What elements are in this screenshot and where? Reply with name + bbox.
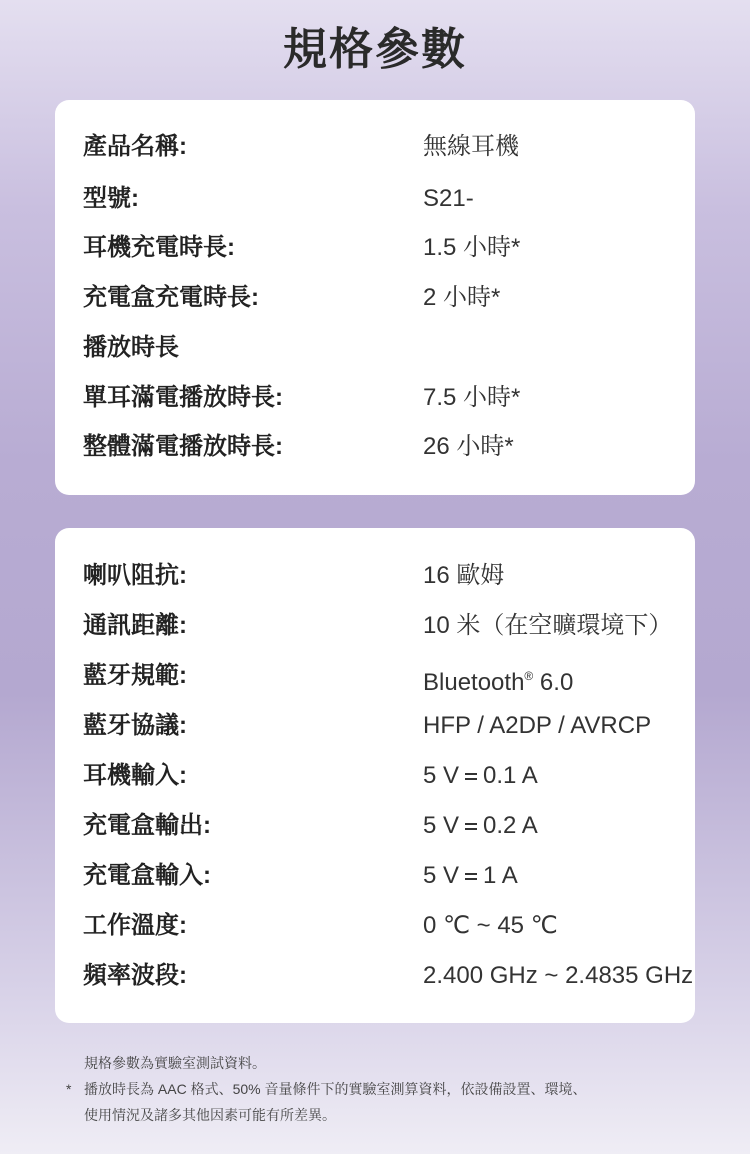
spec-row-range (83, 606, 683, 646)
spec-label: 耳機充電時長: (83, 234, 235, 261)
spec-label: 藍牙協議: (83, 712, 187, 739)
spec-value: 26 小時* (423, 433, 514, 460)
spec-row-single-playback (83, 378, 683, 418)
spec-value: 10 米（在空曠環境下） (423, 612, 673, 639)
voltage-text: 5 V (423, 762, 460, 789)
spec-value: 無線耳機 (423, 133, 519, 160)
bluetooth-version: 6.0 (533, 669, 574, 696)
spec-value: S21- (423, 185, 474, 212)
spec-value (423, 856, 518, 896)
spec-row-case-input (83, 856, 683, 896)
footnotes (60, 1050, 710, 1128)
spec-label: 充電盒充電時長: (83, 284, 259, 311)
spec-label: 產品名稱: (83, 133, 187, 160)
spec-label: 通訊距離: (83, 612, 187, 639)
spec-label: 充電盒輸入: (83, 862, 211, 889)
footnote-line-3: 使用情況及諸多其他因素可能有所差異。 (84, 1107, 336, 1123)
spec-value: 2 小時* (423, 284, 501, 311)
footnote-line-1: 規格參數為實驗室測試資料。 (84, 1055, 266, 1071)
dc-symbol-icon (465, 873, 477, 881)
bluetooth-text: Bluetooth (423, 669, 525, 696)
spec-label: 整體滿電播放時長: (83, 433, 283, 460)
footnote-asterisk: * (66, 1081, 72, 1097)
spec-row-total-playback (83, 427, 683, 467)
spec-row-earbud-charge-time (83, 228, 683, 268)
dc-symbol-icon (465, 823, 477, 831)
page-title: 規格參數 (283, 25, 467, 74)
spec-label: 充電盒輸出: (83, 812, 211, 839)
current-text: 0.2 A (483, 812, 538, 839)
spec-row-bluetooth-version (83, 656, 683, 696)
dc-symbol-icon (465, 773, 477, 781)
spec-label: 喇叭阻抗: (83, 562, 187, 589)
footnote-line-2 (60, 1076, 710, 1102)
spec-row-case-charge-time (83, 278, 683, 318)
spec-row-earbud-input (83, 756, 683, 796)
footnote-text: 播放時長為 AAC 格式、50% 音量條件下的實驗室測算資料，依設備設置、環境、 (84, 1081, 587, 1097)
spec-value: 7.5 小時* (423, 384, 521, 411)
spec-value (423, 806, 538, 846)
spec-row-impedance (83, 556, 683, 596)
voltage-text: 5 V (423, 812, 460, 839)
spec-row-bluetooth-profiles (83, 706, 683, 746)
spec-card-technical (55, 528, 695, 1023)
spec-value: 2.400 GHz ~ 2.4835 GHz (423, 962, 694, 989)
spec-value: 0 ℃ ~ 45 ℃ (423, 912, 558, 939)
spec-value (423, 756, 538, 796)
spec-label: 型號: (83, 185, 139, 212)
registered-mark: ® (524, 669, 534, 683)
spec-card-general (55, 100, 695, 495)
section-heading: 播放時長 (83, 334, 179, 361)
spec-section-playback (83, 328, 683, 368)
spec-label: 工作溫度: (83, 912, 187, 939)
current-text: 0.1 A (483, 762, 538, 789)
spec-value: 16 歐姆 (423, 562, 505, 589)
current-text: 1 A (483, 862, 518, 889)
spec-row-case-output (83, 806, 683, 846)
spec-row-operating-temp (83, 906, 683, 946)
spec-value (423, 656, 573, 703)
spec-label: 頻率波段: (83, 962, 187, 989)
spec-label: 單耳滿電播放時長: (83, 384, 283, 411)
spec-label: 耳機輸入: (83, 762, 187, 789)
spec-value: HFP / A2DP / AVRCP (423, 712, 652, 739)
spec-label: 藍牙規範: (83, 662, 187, 689)
spec-row-model (83, 179, 683, 219)
spec-row-product-name (83, 127, 683, 167)
voltage-text: 5 V (423, 862, 460, 889)
spec-value: 1.5 小時* (423, 234, 521, 261)
spec-row-frequency-band (83, 956, 694, 996)
